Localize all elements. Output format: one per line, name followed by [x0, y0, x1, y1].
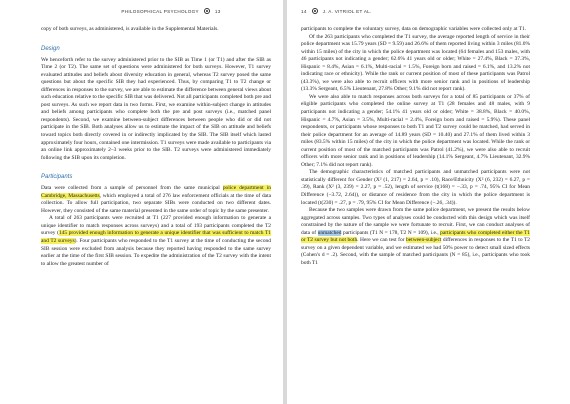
left-page-number: 13 — [214, 8, 221, 14]
left-running-head — [41, 6, 271, 16]
highlight-either-survey: participants who completed either the T1 or T2 survey but not both — [301, 229, 530, 244]
highlight-between-subject: between-subject — [406, 237, 442, 244]
highlight-unmatched: unmatched — [317, 229, 342, 236]
right-paragraph-5: Because the two samples were drawn from the same police department, we present the results below aggregated across samples. Two types of analyses could be conducted with this design which was itself constrained by the nature of the sample we were fortunate to recruit. First, we can conduct analyses of data of unmatched participants (T1 N = 178, T2 N = 109), i.e., participants who completed either the T1 or T2 survey but not both. Here we can test for between-subject differences in responses to the T1 to T2 survey on a given dependent variable, and we estimated we had 50% power to detect small sized effects (Cohen's d = .2). Second, with the sample of matched participants (N = 85), i.e., participants who took both T1 — [301, 207, 531, 266]
right-page-number: 14 — [301, 8, 307, 14]
highlight-matched-count: 145 provided enough information to generate a unique identifier that was sufficient to match T1 and T2 surveys — [41, 230, 272, 245]
publisher-logo-icon — [204, 8, 210, 14]
design-paragraph: We henceforth refer to the survey administered prior to the SIB as Time 1 (or T1) and after the SIB as Time 2 (or T2). The same set of questions were administered for both surveys. However, T1 survey evaluated attitudes and beliefs about diversity education in general, whereas T2 survey posed the same questions but about the specific SIB they had experienced. Thus, by comparing T1 to T2 change or differences in responses to the survey, we are able to estimate the difference between general views about such education relative to the specific SIB that was delivered. Not all participants completed both pre and post surveys. As such we report data in two forms. First, we examine within-subject change in attitudes and beliefs among participants who complete both the pre and post surveys (i.e., matched panel respondents). Second, we examine between-subject differences between people who did or did not participate in the SIB. Both analyses allow us to estimate the impact of the SIB on attitude and beliefs toward topics both directly covered in or indirectly implicated by the SIB. The SIB itself which lasted approximately four hours, contained one intermission. T1 surveys were made available to participants via an online link approximately 2–3 weeks prior to the SIB. T2 surveys were administered immediately following the SIB upon its completion. — [41, 56, 271, 161]
participants-paragraph-2: A total of 263 participants were recruited at T1 (227 provided enough information to generate a unique identifier to match responses across surveys) and a total of 193 participants completed the T2 survey (145 provided enough information to generate a unique identifier that was sufficient to match T1 and T2 surveys). Four participants who responded to the T1 survey at the time of conducting the second SIB session were excluded from analysis because they reported having responded to the same survey earlier at the time of the first SIB session. To expedite the administration of the T2 survey with the intent to allow the greatest number of — [41, 215, 272, 267]
right-paragraph-1: participants to complete the voluntary survey, data on demographic variables were collected only at T1. — [301, 26, 527, 32]
right-page — [287, 0, 570, 404]
publisher-logo-icon — [312, 8, 318, 14]
right-running-head — [301, 6, 530, 16]
authors-running-head: J. A. VITRIOL ET AL. — [322, 8, 372, 14]
highlight-location: police department in Cambridge, Massachusetts — [41, 185, 271, 199]
journal-title: PHILOSOPHICAL PSYCHOLOGY — [121, 8, 199, 14]
intro-paragraph: copy of both surveys, as administered, is available in the Supplemental Materials. — [41, 26, 219, 32]
participants-paragraph-1: Data were collected from a sample of personnel from the same municipal police department in Cambridge, Massachusetts, which employed a total of 276 law enforcement officials at the time of data collection. To allow full participation, two separate SIBs were conducted on two different dates. However, they consisted of the same material presented in the same order of topic by the same presenter. — [41, 185, 271, 214]
right-paragraph-3: We were also able to match responses across both surveys for a total of 85 participants or 37% of eligible participants who completed the online survey at T1 (28 females and 48 males, with 9 participants not indicating a gender; 54.1% 41 years old or older; White = 38.8%, Black = 40.0%, Hispanic = 4.7%, Asian = 3.5%, Multi-racial = 2.4%, Foreign born and raised = 5.9%). These panel respondents, or participants whose responses to both T1 and T2 survey could be matched, had served in their police department for an average of 14.89 years (SD = 10.40) and 27.1% of them lived within 3 miles (83.5% within 15 miles) of the city in which the police department was located. While the rank or current position of most of the matched participants was Patrol (41.2%), we were also able to recruit officers with more senior rank and in positions of leadership (14.1% Sergeant, 4.7% Lieutenant, 32.9% Other; 7.1% did not report rank). — [301, 93, 530, 168]
left-page — [0, 0, 283, 404]
right-paragraph-2: Of the 263 participants who completed the T1 survey, the average reported length of service in their police department was 15.79 years (SD = 9.59) and 26.6% of them reported living within 3 miles (81.0% within 15 miles) of the city in which the police department was located (64 females and 153 males, with 46 participants not indicating a gender; 62.6% 41 years old or older; White = 27.4%, Black = 37.3%, Hispanic = 8.4%, Asian = 6.1%, Multi-racial = 1.5%, Foreign born and raised = 6.1%, and 13.2% not indicating race or ethnicity). While the rank or current position of most of these participants was Patrol (43.3%), we were also able to recruit officers with more senior rank and in positions of leadership (13.3% Sergeant, 6.5% Lieutenant, 27.8% Other; 9.1% did not report rank). — [301, 33, 530, 93]
design-heading: Design — [41, 45, 60, 52]
right-paragraph-4: The demographic characteristics of matched participants and unmatched participants were not statistically different for Gender (X² (1, 217) = 2.64, p = .10), Race/Ethnicity (X² (6, 232) = 6.27, p = .39), Rank (X² (3, 239) = 2.27, p = .52), length of service (t(168) = −.33, p = .74, 95% CI for Mean Difference (−3.72, 2.64)), or distance of residence from the city in which the police department is located (t(230) = .27, p = .79, 95% CI for Mean Difference (−.26, .34)). — [301, 169, 530, 206]
participants-heading: Participants — [41, 174, 73, 181]
